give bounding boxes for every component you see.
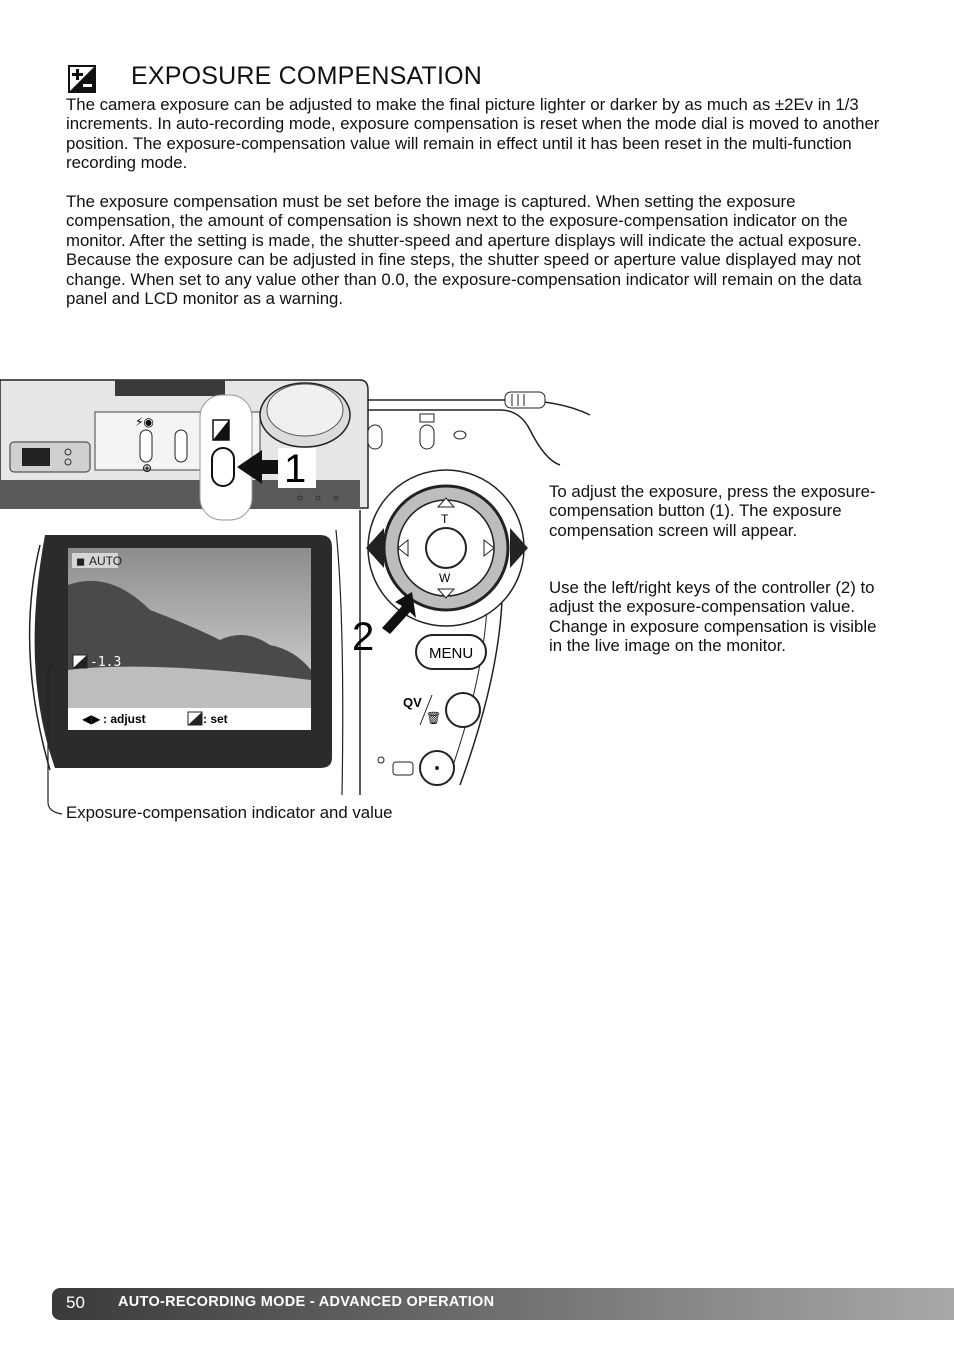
instruction-step-2: Use the left/right keys of the controller (2) to adjust the exposure-compensation value. Change in exposure compensation is visible in the live image on the monitor. (549, 578, 877, 656)
svg-text:: adjust: : adjust (103, 712, 146, 726)
svg-text:-1.3: -1.3 (90, 655, 122, 670)
intro-paragraph: The camera exposure can be adjusted to make the final picture lighter or darker by as much as ±2Ev in 1/3 increments. In auto-recording mode, exposure compensation is reset when the mode dial is moved to another position. The exposure-compensation value will remain in effect until it has been reset in the multi-function recording mode. (66, 95, 880, 173)
section-title: AUTO-RECORDING MODE - ADVANCED OPERATION (118, 1294, 495, 1310)
controller (366, 470, 528, 626)
camera-right-side (368, 392, 590, 465)
svg-text:◀▶: ◀▶ (82, 712, 101, 726)
display-button (378, 751, 454, 785)
instruction-step-1: To adjust the exposure, press the exposure-compensation button (1). The exposure compensation screen will appear. (549, 482, 876, 540)
page-title: EXPOSURE COMPENSATION (131, 62, 483, 90)
svg-text:: set: : set (203, 712, 228, 726)
svg-text:QV: QV (403, 695, 422, 710)
svg-text:⚡◉: ⚡◉ (135, 415, 154, 429)
svg-text:AUTO: AUTO (89, 554, 123, 568)
illustration-caption: Exposure-compensation indicator and value (66, 803, 393, 822)
menu-button (416, 635, 486, 669)
callout-2 (352, 592, 416, 659)
svg-text:1: 1 (284, 447, 307, 491)
quick-view-button (403, 693, 480, 727)
svg-text:MENU: MENU (429, 645, 474, 662)
lcd-monitor (30, 535, 332, 770)
page-number: 50 (66, 1293, 85, 1312)
svg-text:W: W (439, 571, 451, 585)
svg-text:◼: ◼ (76, 556, 86, 568)
svg-text:2: 2 (352, 615, 375, 659)
detail-paragraph: The exposure compensation must be set before the image is captured. When setting the exposure compensation, the amount of compensation is shown next to the exposure-compensation indicator on the monitor. After the setting is made, the shutter-speed and aperture displays will indicate the actual exposure. Because the exposure can be adjusted in fine steps, the shutter speed or aperture value displayed may not change. When set to any value other than 0.0, the exposure-compensation indicator will remain on the data panel and LCD monitor as a warning. (66, 192, 862, 309)
svg-text:T: T (441, 512, 449, 526)
camera-illustration (0, 370, 600, 840)
svg-text:🗑: 🗑 (426, 711, 442, 725)
exposure-compensation-icon (68, 65, 96, 93)
page-footer (52, 1288, 954, 1320)
svg-text:⊕: ⊕ (142, 461, 153, 475)
